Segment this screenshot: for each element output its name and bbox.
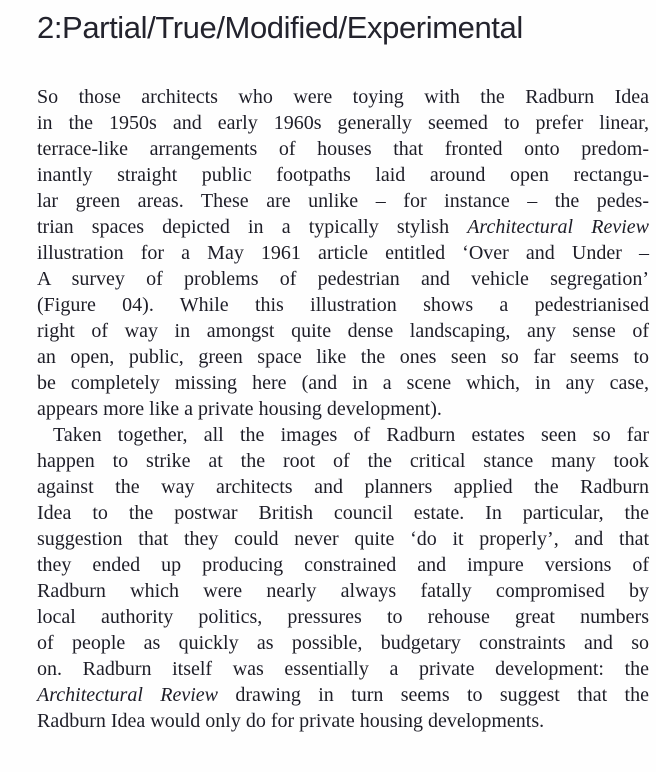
text-line	[37, 266, 649, 292]
text-line	[37, 604, 649, 630]
italic-text: Architectural Review	[37, 684, 218, 706]
text-line	[37, 344, 649, 370]
text-line	[37, 162, 649, 188]
paragraph	[37, 84, 649, 422]
text-line	[37, 240, 649, 266]
text-line	[37, 84, 649, 110]
text-segment: local authority politics, pressures to rehouse great numbers	[37, 606, 649, 628]
text-segment: trian spaces depicted in a typically stylish	[37, 216, 468, 238]
text-segment: right of way in amongst quite dense landscaping, any sense of	[37, 320, 649, 342]
text-segment: suggestion that they could never quite ‘do it properly’, and that	[37, 528, 649, 550]
text-line	[37, 500, 649, 526]
text-segment: against the way architects and planners applied the Radburn	[37, 476, 649, 498]
paragraph	[37, 422, 649, 734]
text-segment: terrace-like arrangements of houses that fronted onto predom-	[37, 138, 649, 160]
text-line	[37, 682, 649, 708]
text-segment: Idea to the postwar British council estate. In particular, the	[37, 502, 649, 524]
italic-text: Architectural Review	[467, 216, 649, 238]
text-segment: lar green areas. These are unlike – for instance – the pedes-	[37, 190, 649, 212]
text-line	[37, 318, 649, 344]
text-segment: Radburn which were nearly always fatally compromised by	[37, 580, 649, 602]
text-segment: A survey of problems of pedestrian and vehicle segregation’	[37, 268, 649, 290]
text-segment: Radburn Idea would only do for private housing developments.	[37, 710, 545, 732]
text-segment: an open, public, green space like the ones seen so far seems to	[37, 346, 649, 368]
body-text	[37, 84, 649, 734]
text-segment: of people as quickly as possible, budgetary constraints and so	[37, 632, 649, 654]
text-line	[37, 214, 649, 240]
text-line	[37, 396, 649, 422]
text-segment: in the 1950s and early 1960s generally seemed to prefer linear,	[37, 112, 649, 134]
text-segment: Taken together, all the images of Radburn estates seen so far	[53, 424, 649, 446]
text-line	[37, 630, 649, 656]
text-line	[37, 136, 649, 162]
text-line	[37, 552, 649, 578]
text-line	[37, 292, 649, 318]
text-line	[37, 578, 649, 604]
text-line	[37, 474, 649, 500]
text-segment: (Figure 04). While this illustration shows a pedestrianised	[37, 294, 649, 316]
text-segment: be completely missing here (and in a scene which, in any case,	[37, 372, 649, 394]
text-line	[37, 188, 649, 214]
text-line	[37, 656, 649, 682]
text-segment: happen to strike at the root of the critical stance many took	[37, 450, 649, 472]
text-segment: on. Radburn itself was essentially a private development: the	[37, 658, 649, 680]
text-segment: illustration for a May 1961 article entitled ‘Over and Under –	[37, 242, 649, 264]
text-segment: they ended up producing constrained and impure versions of	[37, 554, 649, 576]
text-line	[37, 708, 649, 734]
text-segment: So those architects who were toying with the Radburn Idea	[37, 86, 649, 108]
text-line	[37, 526, 649, 552]
chapter-heading: 2:Partial/True/Modified/Experimental	[37, 10, 523, 45]
text-line	[37, 370, 649, 396]
text-segment: drawing in turn seems to suggest that the	[218, 684, 649, 706]
text-segment: inantly straight public footpaths laid around open rectangu-	[37, 164, 649, 186]
text-line	[37, 448, 649, 474]
text-line	[37, 110, 649, 136]
text-segment: appears more like a private housing development).	[37, 398, 442, 420]
text-line	[37, 422, 649, 448]
